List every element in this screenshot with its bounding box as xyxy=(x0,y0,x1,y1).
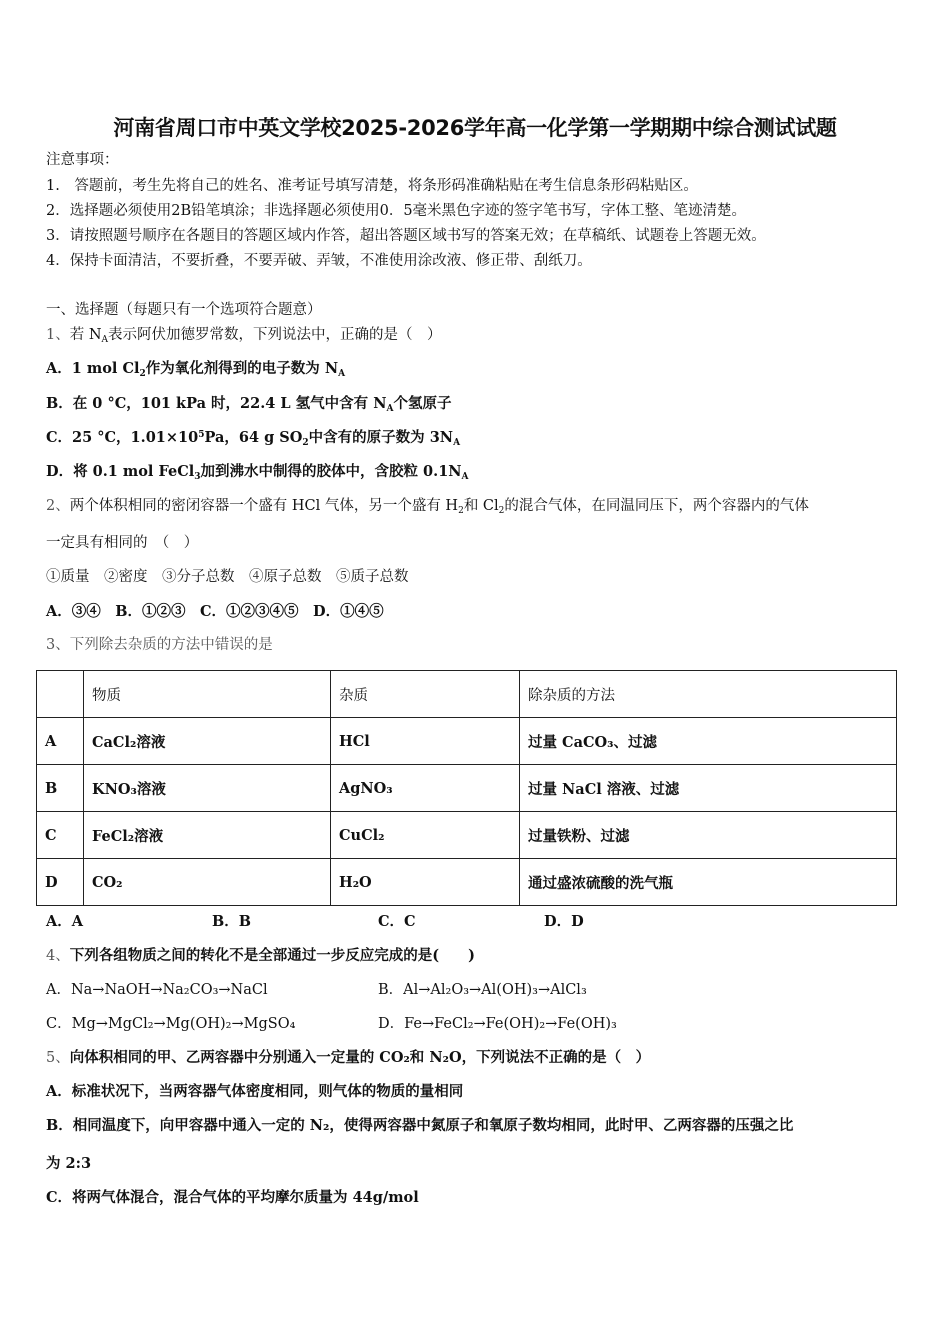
question-5-option-c: C．将两气体混合，混合气体的平均摩尔质量为 44g/mol xyxy=(46,1189,419,1206)
question-1-option-b: B．在 0 °C，101 kPa 时，22.4 L 氢气中含有 $N_A$个氢原子 xyxy=(46,395,452,414)
question-4-option-d: D．Fe→FeCl₂→Fe(OH)₂→Fe(OH)₃ xyxy=(378,1016,617,1032)
section-heading: 一、选择题（每题只有一个选项符合题意） xyxy=(46,302,322,318)
notice-item-1: 1. 答题前，考生先将自己的姓名、准考证号填写清楚，将条形码准确粘贴在考生信息条形码粘贴区。 xyxy=(46,178,698,194)
table-row: D CO₂ H₂O 通过盛浓硫酸的洗气瓶 xyxy=(37,859,897,906)
question-4-option-a: A．Na→NaOH→Na₂CO₃→NaCl xyxy=(46,982,268,998)
page-title: 河南省周口市中英文学校2025-2026学年高一化学第一学期期中综合测试试题 xyxy=(113,116,837,140)
question-4-option-b: B．Al→Al₂O₃→Al(OH)₃→AlCl₃ xyxy=(378,982,587,998)
question-1-option-c: C．25 °C，$1.01\times 10^5Pa$，64 g $SO_2$中含有的原子数为 $3N_A$ xyxy=(46,429,461,448)
question-number: 2、 xyxy=(46,498,70,514)
question-3-options: A．A B．B C．C D．D xyxy=(46,913,584,930)
question-number: 3、 xyxy=(46,637,70,653)
question-2-options: A．③④ B．①②③ C．①②③④⑤ D．①④⑤ xyxy=(46,603,384,620)
question-number: 4、 xyxy=(46,948,70,964)
table-header-row: 物质 杂质 除杂质的方法 xyxy=(37,671,897,718)
notice-item-2: 2．选择题必须使用2B铅笔填涂；非选择题必须使用0．5毫米黑色字迹的签字笔书写，字体工整、笔迹清楚。 xyxy=(46,203,747,219)
question-3-table xyxy=(36,670,897,906)
table-row: C FeCl₂溶液 CuCl₂ 过量铁粉、过滤 xyxy=(37,812,897,859)
question-1-option-d: D．将 0.1 mol FeCl$_3$加到沸水中制得的胶体中，含胶粒 $0.1N_A$ xyxy=(46,463,469,482)
question-5-option-b-line-1: B．相同温度下，向甲容器中通入一定的 N₂，使得两容器中氮原子和氧原子数均相同，此时甲、乙两容器的压强之比 xyxy=(46,1117,794,1134)
notice-item-3: 3．请按照题号顺序在各题目的答题区域内作答，超出答题区域书写的答案无效；在草稿纸、试题卷上答题无效。 xyxy=(46,228,766,244)
question-1-stem: 1、若 $N_A$表示阿伏加德罗常数，下列说法中，正确的是（ ） xyxy=(46,327,442,345)
notice-heading: 注意事项： xyxy=(46,152,119,168)
question-2-stem-line-1: 2、两个体积相同的密闭容器一个盛有 HCl 气体，另一个盛有 $H_2$和 $Cl_2$的混合气体，在同温同压下，两个容器内的气体 xyxy=(46,498,809,516)
question-5-stem: 5、向体积相同的甲、乙两容器中分别通入一定量的 CO₂和 N₂O，下列说法不正确的是（ ） xyxy=(46,1049,651,1066)
question-5-option-a: A．标准状况下，当两容器气体密度相同，则气体的物质的量相同 xyxy=(46,1083,464,1100)
question-2-choices: ①质量 ②密度 ③分子总数 ④原子总数 ⑤质子总数 xyxy=(46,569,409,585)
question-2-stem-line-2: 一定具有相同的 （ ） xyxy=(46,535,199,551)
question-3-stem: 3、下列除去杂质的方法中错误的是 xyxy=(46,637,273,653)
question-number: 5、 xyxy=(46,1050,70,1066)
question-number: 1、 xyxy=(46,327,70,343)
question-1-option-a: A．1 mol $Cl_2$作为氧化剂得到的电子数为 $N_A$ xyxy=(46,360,346,379)
question-4-option-c: C．Mg→MgCl₂→Mg(OH)₂→MgSO₄ xyxy=(46,1016,296,1032)
question-4-stem: 4、下列各组物质之间的转化不是全部通过一步反应完成的是( ) xyxy=(46,947,475,964)
notice-item-4: 4．保持卡面清洁，不要折叠，不要弄破、弄皱，不准使用涂改液、修正带、刮纸刀。 xyxy=(46,253,592,269)
table-row: A CaCl₂溶液 HCl 过量 CaCO₃、过滤 xyxy=(37,718,897,765)
table-row: B KNO₃溶液 AgNO₃ 过量 NaCl 溶液、过滤 xyxy=(37,765,897,812)
question-5-option-b-line-2: 为 2:3 xyxy=(46,1155,92,1172)
